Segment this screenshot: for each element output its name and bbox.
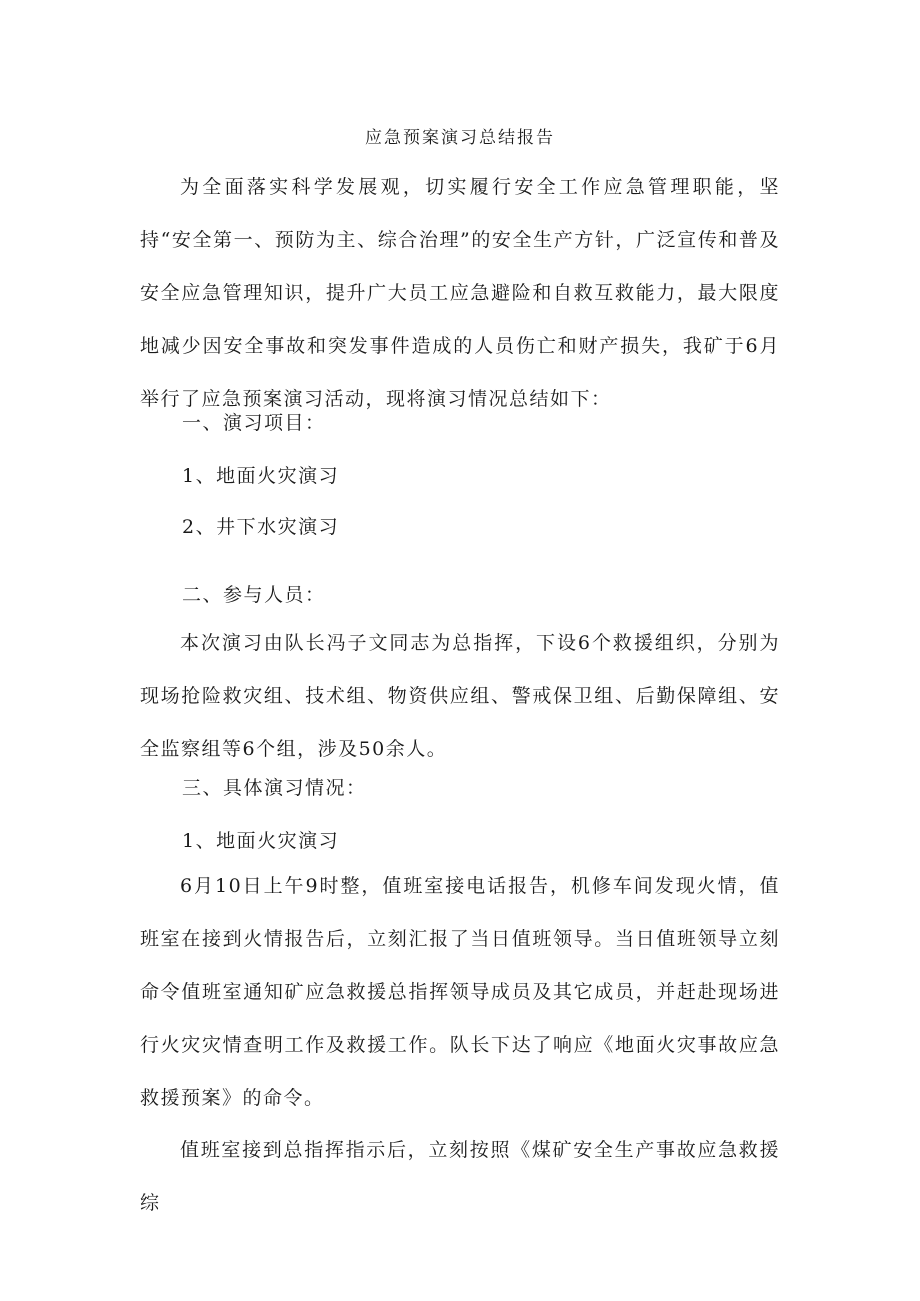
section-3-paragraph-2: 值班室接到总指挥指示后，立刻按照《煤矿安全生产事故应急救援综 <box>140 1139 780 1214</box>
section-1-item-2: 2、井下水灾演习 <box>182 516 340 538</box>
section-1-heading: 一、演习项目： <box>182 412 326 434</box>
section-3-heading: 三、具体演习情况： <box>182 777 367 799</box>
section-1-item-1: 1、地面火灾演习 <box>182 465 340 487</box>
section-2-body: 本次演习由队长冯子文同志为总指挥，下设6个救援组织，分别为现场抢险救灾组、技术组、物资供应组、警戒保卫组、后勤保障组、安全监察组等6个组，涉及50余人。 <box>140 632 780 760</box>
section-3-item-1: 1、地面火灾演习 <box>182 830 340 852</box>
section-2-heading: 二、参与人员： <box>182 584 326 606</box>
intro-paragraph: 为全面落实科学发展观，切实履行安全工作应急管理职能，坚持“安全第一、预防为主、综合治理”的安全生产方针，广泛宣传和普及安全应急管理知识，提升广大员工应急避险和自救互救能力，最大限度地减少因安全事故和突发事件造成的人员伤亡和财产损失，我矿于6月举行了应急预案演习活动，现将演习情况总结如下： <box>140 176 780 410</box>
section-3-paragraph-1: 6月10日上午9时整，值班室接电话报告，机修车间发现火情，值班室在接到火情报告后，立刻汇报了当日值班领导。当日值班领导立刻命令值班室通知矿应急救援总指挥领导成员及其它成员，并赶赴现场进行火灾灾情查明工作及救援工作。队长下达了响应《地面火灾事故应急救援预案》的命令。 <box>140 875 780 1109</box>
document-title: 应急预案演习总结报告 <box>365 128 555 148</box>
